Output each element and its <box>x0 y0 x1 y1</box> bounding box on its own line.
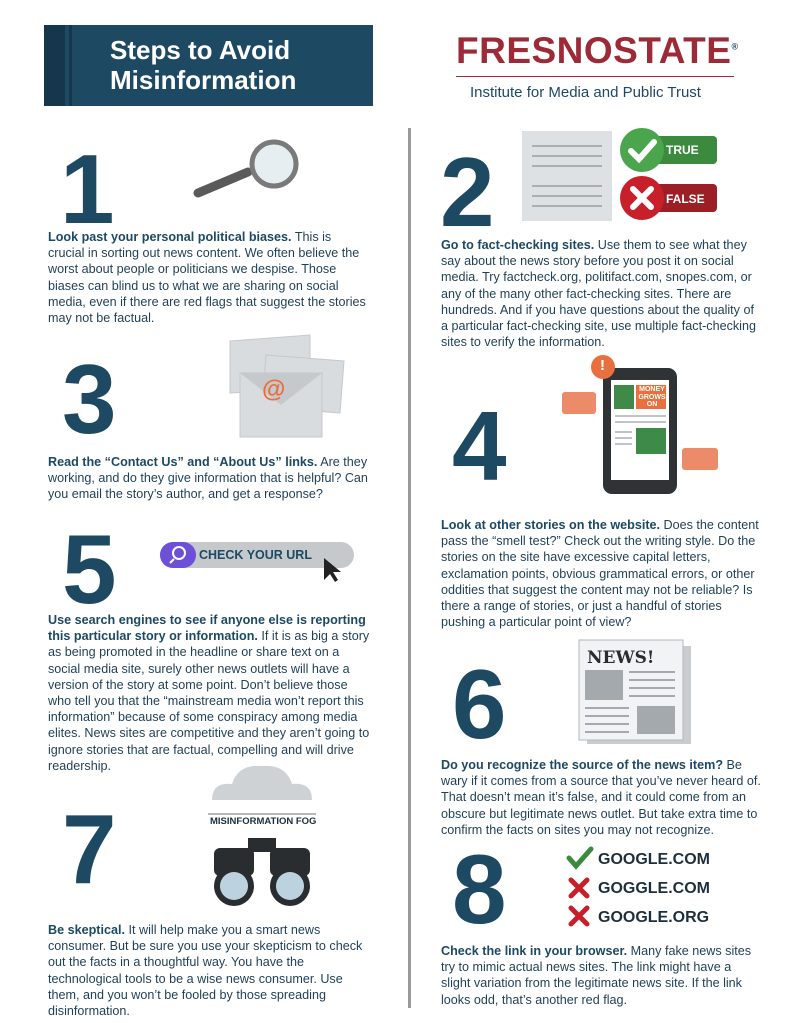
step-1-text <box>48 229 370 326</box>
registered-mark: ® <box>731 41 739 52</box>
banner-strip <box>69 25 72 106</box>
step-5-text <box>48 612 370 774</box>
step-3-text <box>48 454 370 503</box>
logo <box>456 30 739 72</box>
url-item-invalid: GOOGLE.ORG <box>598 909 710 926</box>
step-2-body: Use them to see what they say about the news story before you post it on social media. Try factcheck.org, politifact.com, snopes.com, or any of the many other fact-checking sites. There are hundreds. And if you have questions about the quality of a particular fact-checking site, use multiple fact-checking sites to verify the information. <box>441 238 756 350</box>
banner-strip <box>44 25 65 106</box>
at-symbol: @ <box>262 376 286 403</box>
step-2-lead: Go to fact-checking sites. <box>441 238 595 252</box>
step-1-body: This is crucial in sorting out news content. We often believe the worst about people or politicians we despise. Those biases can blind us to what we are sharing on social media, even if there are red flags that suggest the stories may not be factual. <box>48 230 366 326</box>
logo-subtitle: Institute for Media and Public Trust <box>470 84 701 101</box>
logo-divider <box>456 76 734 77</box>
url-item-invalid: GOGGLE.COM <box>598 880 710 897</box>
true-false-icon <box>517 126 727 226</box>
phone-icon <box>560 352 722 496</box>
step-6-body: Be wary if it comes from a source that you’ve never heard of. That doesn’t mean it’s false, and it could come from an obscure but legitimate news outlet. But take extra time to confirm the facts on sites you may not recognize. <box>441 758 761 837</box>
step-7-number: 7 <box>62 794 117 904</box>
true-label: TRUE <box>666 143 699 157</box>
envelope-icon <box>226 333 350 441</box>
phone-headline: MONEY GROWS ON TREES <box>638 386 666 416</box>
step-1-lead: Look past your personal political biases. <box>48 230 292 244</box>
step-7-text <box>48 922 370 1019</box>
fog-label: MISINFORMATION FOG <box>210 816 317 827</box>
step-6-lead: Do you recognize the source of the news item? <box>441 758 724 772</box>
column-divider <box>408 128 411 1008</box>
step-4-body: Does the content pass the “smell test?” Check out the writing style. Do the stories on the site have excessive capital letters, exclamation points, obvious grammatical errors, or other oddities that suggest the content may not be reliable? Is there a range of stories, or just a handful of stories pushing a particular point of view? <box>441 518 759 630</box>
step-8-lead: Check the link in your browser. <box>441 944 628 958</box>
step-5-number: 5 <box>62 514 117 624</box>
step-1-number: 1 <box>60 134 115 244</box>
newspaper-label: NEWS! <box>587 648 655 668</box>
step-5-lead: Use search engines to see if anyone else is reporting this particular story or information. <box>48 613 366 644</box>
step-3-body: Are they working, and do they give information that is helpful? Can you email the story’s author, and get a response? <box>48 455 368 502</box>
step-6-number: 6 <box>452 649 507 759</box>
step-8-body: Many fake news sites try to mimic actual news sites. The link might have a slight variation from the legitimate news site. If the link looks odd, that’s another red flag. <box>441 944 752 1007</box>
binoculars-icon <box>208 762 316 910</box>
url-item-valid: GOOGLE.COM <box>598 851 710 868</box>
magnifying-glass-icon <box>190 138 310 202</box>
step-2-number: 2 <box>440 137 495 247</box>
step-4-number: 4 <box>452 391 507 501</box>
step-4-text <box>441 517 763 630</box>
page-title-line1: Steps to Avoid <box>110 35 291 65</box>
step-8-number: 8 <box>452 834 507 944</box>
logo-text: FRESNOSTATE <box>456 30 732 71</box>
page-title-line2: Misinformation <box>110 65 297 95</box>
step-3-number: 3 <box>62 344 117 454</box>
step-4-lead: Look at other stories on the website. <box>441 518 661 532</box>
step-2-text <box>441 237 761 350</box>
check-url-label: CHECK YOUR URL <box>199 548 312 562</box>
step-6-text <box>441 757 763 838</box>
title-banner <box>44 25 373 106</box>
step-5-body: If it is as big a story as being promoted in the headline or share text on a social media site, surely other news outlets will have a version of the story at some point. Don’t believe those who tell you that the “mainstream media won’t report this information” because of some conspiracy among media elites. News sites are competitive and they aren’t going to ignore stories that are factual, compelling and will drive readership. <box>48 629 370 773</box>
step-7-lead: Be skeptical. <box>48 923 126 937</box>
step-7-body: It will help make you a smart news consumer. But be sure you use your skepticism to check out the facts in a thoughtful way. You have the technological tools to be a wise news consumer. Use them, and you won’t be fooled by those spreading disinformation. <box>48 923 363 1019</box>
step-3-lead: Read the “Contact Us” and “About Us” links. <box>48 455 318 469</box>
false-label: FALSE <box>666 192 705 206</box>
step-8-text <box>441 943 761 1008</box>
check-cross-icon <box>566 846 594 928</box>
alert-mark: ! <box>600 357 605 374</box>
